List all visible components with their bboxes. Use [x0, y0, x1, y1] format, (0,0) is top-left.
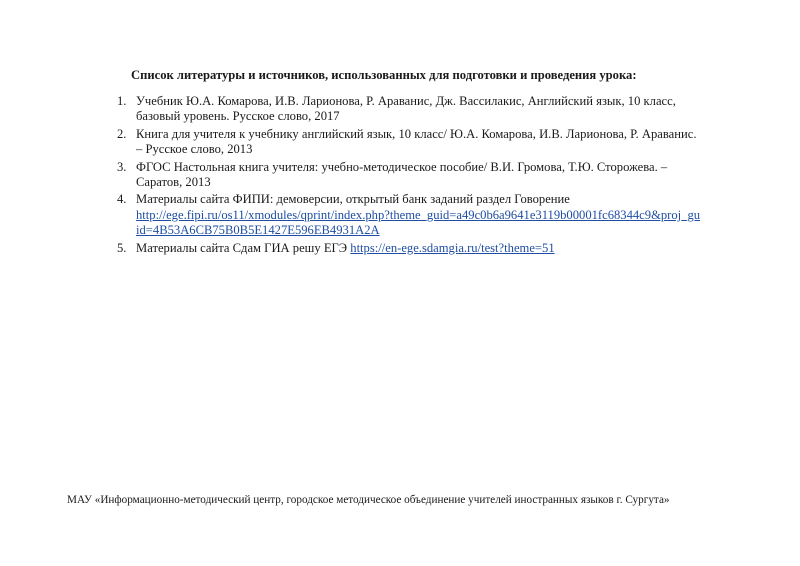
list-item	[117, 241, 757, 256]
item-number: 5.	[117, 240, 127, 255]
fipi-link[interactable]	[136, 208, 700, 237]
fipi-link-part-1[interactable]: http://ege.fipi.ru/os11/xmodules/qprint/index.php?theme_guid=a49c0b6a9641e3119b00001fc68344c9&proj_gu	[136, 207, 701, 222]
item-text: Материалы сайта ФИПИ: демоверсии, открытый банк заданий раздел Говорение	[136, 192, 570, 207]
sdamgia-link[interactable]: https://en-ege.sdamgia.ru/test?theme=51	[350, 240, 555, 255]
page-footer: МАУ «Информационно-методический центр, городское методическое объединение учителей иностранных языков г. Сургута»	[67, 494, 670, 506]
item-text: Книга для учителя к учебнику английский язык, 10 класс/ Ю.А. Комарова, И.В. Ларионова, Р. Араванис.	[136, 126, 697, 141]
list-item	[117, 127, 757, 158]
page-title: Список литературы и источников, использованных для подготовки и проведения урока:	[131, 68, 637, 82]
item-number: 2.	[117, 126, 127, 141]
list-item	[117, 192, 757, 238]
item-text: базовый уровень. Русское слово, 2017	[136, 109, 340, 124]
list-item	[117, 94, 757, 125]
item-text: – Русское слово, 2013	[136, 142, 253, 157]
item-text: Учебник Ю.А. Комарова, И.В. Ларионова, Р. Араванис, Дж. Вассилакис, Английский язык, 10 класс,	[136, 94, 676, 108]
item-number: 3.	[117, 159, 127, 174]
item-text: ФГОС Настольная книга учителя: учебно-методическое пособие/ В.И. Громова, Т.Ю. Сторожева. –	[136, 159, 668, 174]
item-text: Материалы сайта Сдам ГИА решу ЕГЭ	[136, 240, 351, 255]
fipi-link-part-2[interactable]: id=4B53A6CB75B0B5E1427E596EB4931A2A	[136, 223, 380, 238]
list-item	[117, 160, 757, 191]
reference-list	[117, 94, 757, 258]
item-number: 4.	[117, 192, 127, 207]
item-text: Саратов, 2013	[136, 175, 211, 190]
item-number: 1.	[117, 94, 127, 108]
